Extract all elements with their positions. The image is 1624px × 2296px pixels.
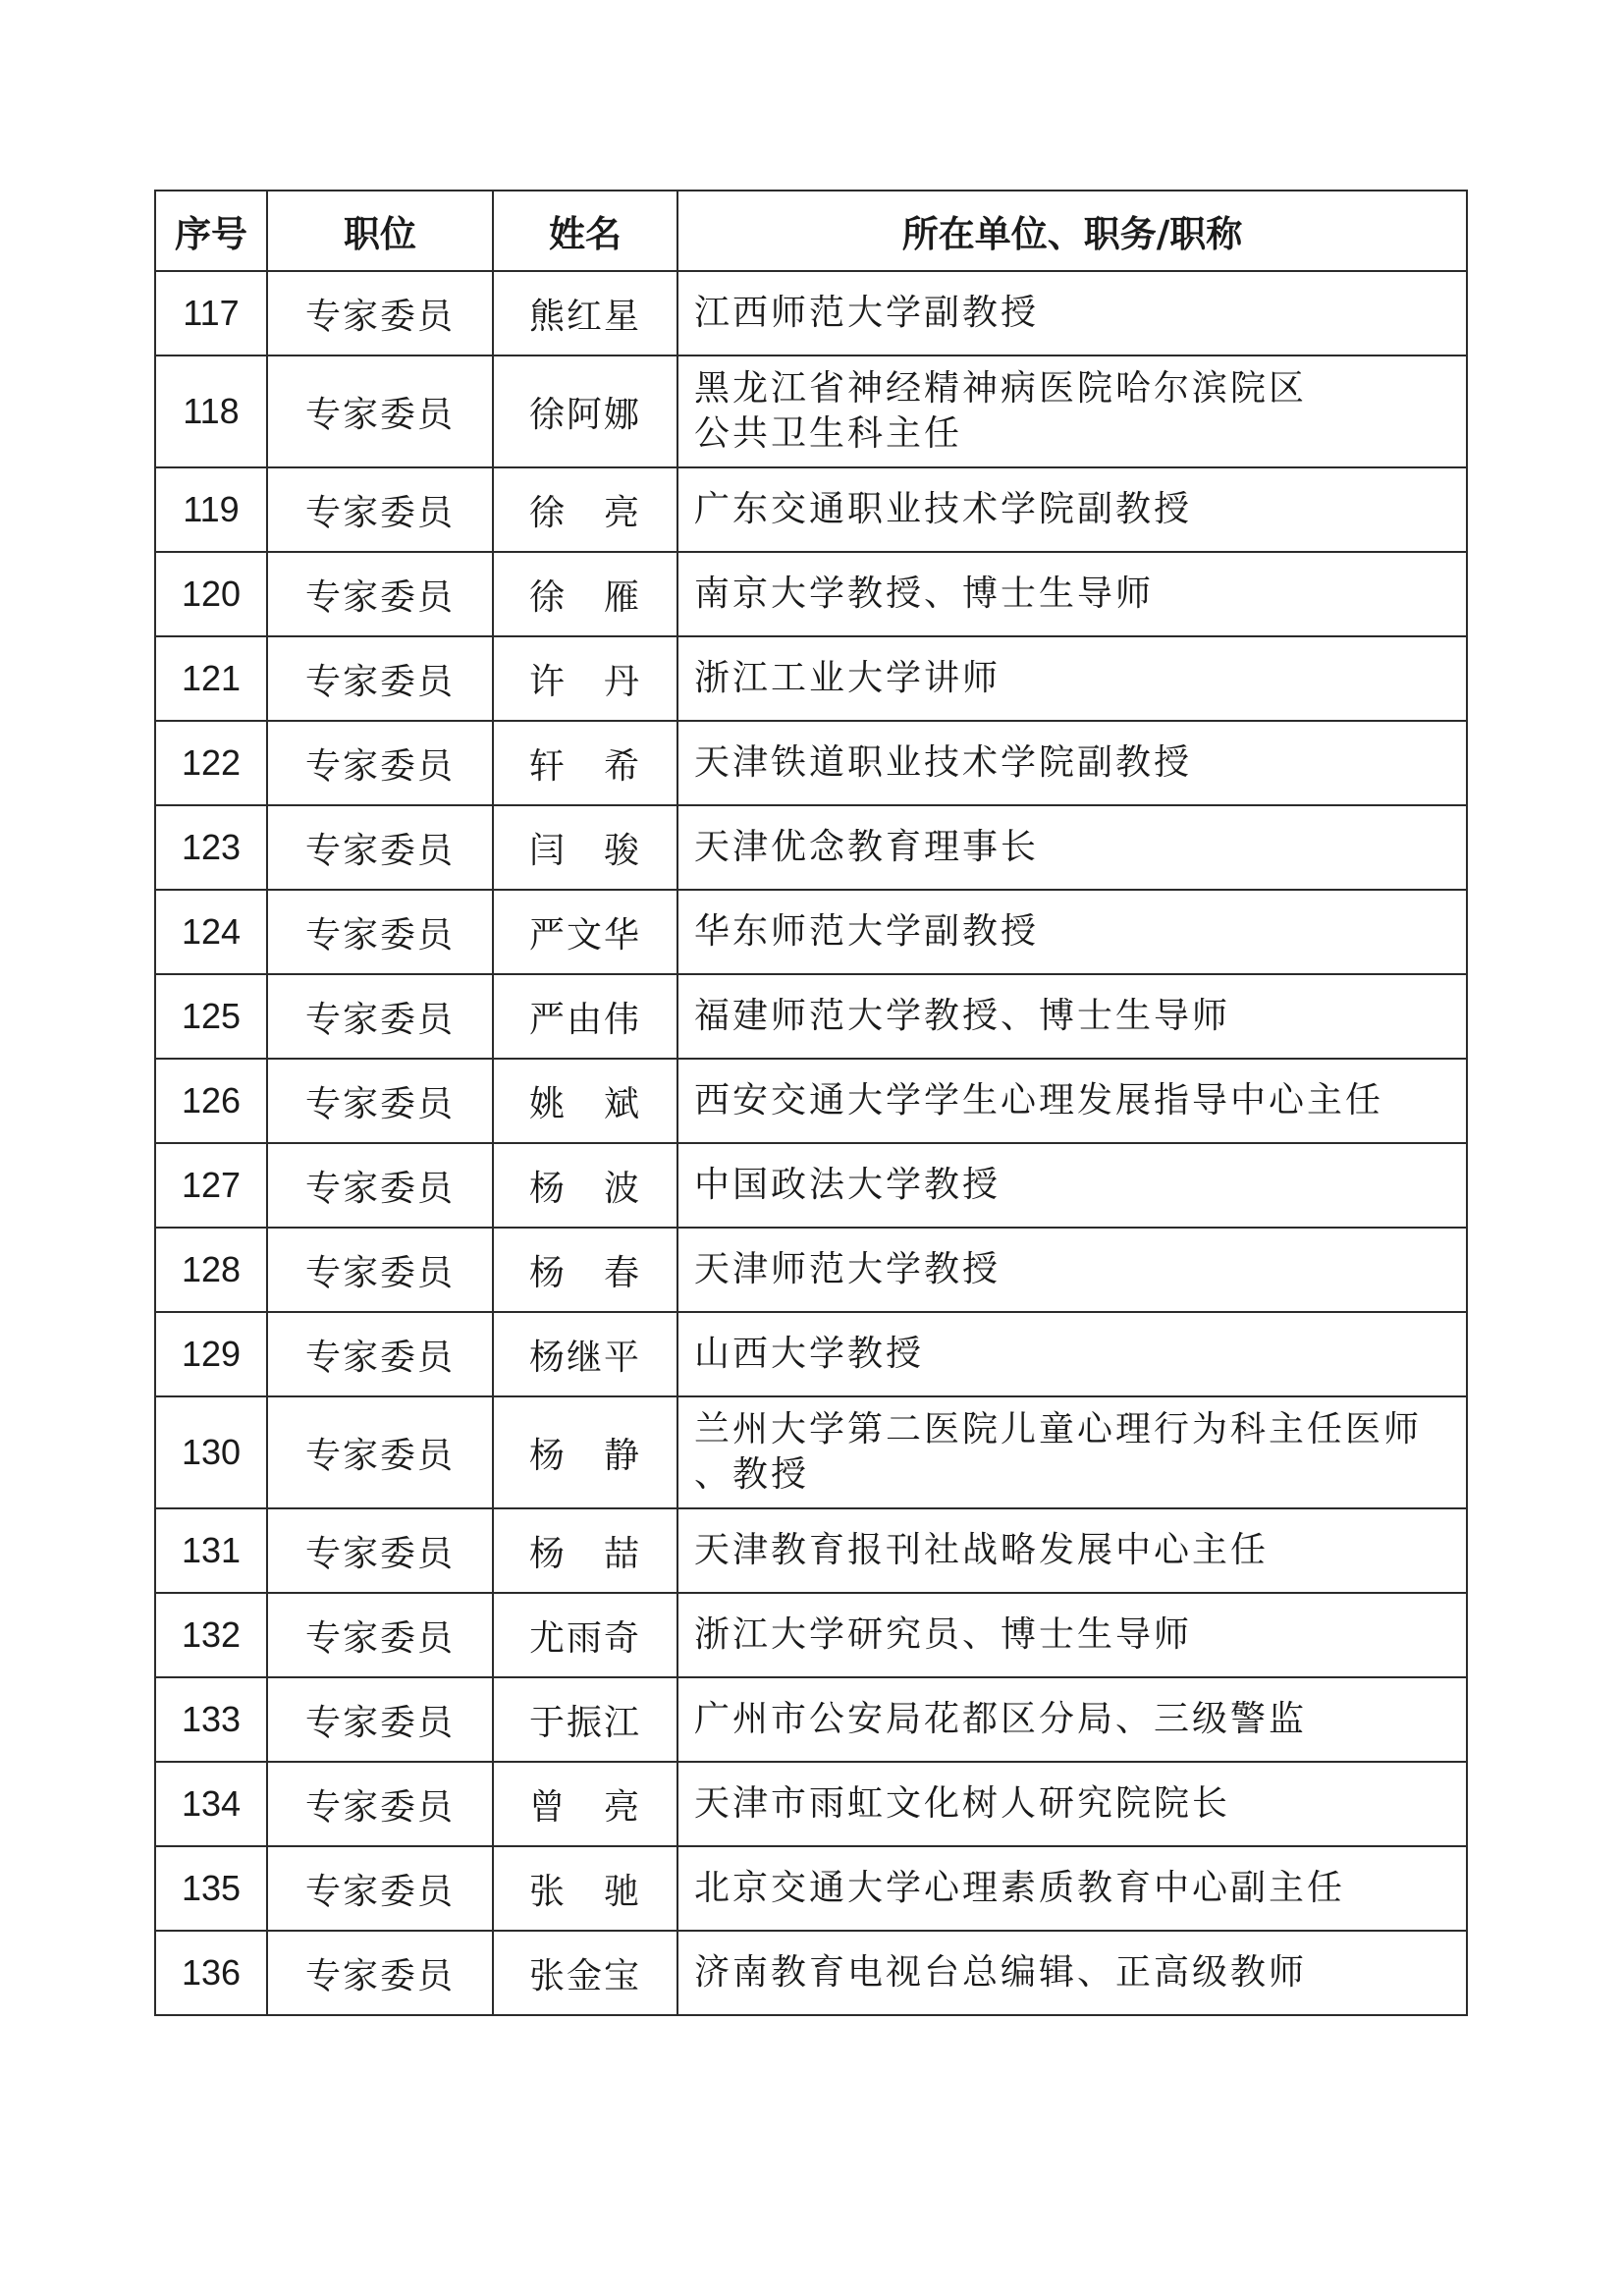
row-organization (677, 355, 1467, 467)
row-position: 专家委员 (267, 1931, 493, 2015)
organization-line: 广州市公安局花都区分局、三级警监 (694, 1699, 1308, 1739)
row-organization (677, 1593, 1467, 1677)
row-organization (677, 1846, 1467, 1931)
row-position: 专家委员 (267, 1677, 493, 1762)
organization-line: 西安交通大学学生心理发展指导中心主任 (694, 1080, 1384, 1121)
organization-line: 、教授 (694, 1454, 810, 1495)
row-position: 专家委员 (267, 1762, 493, 1846)
table-row (155, 974, 1467, 1059)
row-name: 闫 骏 (493, 805, 677, 890)
row-position: 专家委员 (267, 974, 493, 1059)
table-row (155, 721, 1467, 805)
row-name: 于振江 (493, 1677, 677, 1762)
organization-line: 浙江工业大学讲师 (694, 658, 1001, 698)
row-position: 专家委员 (267, 467, 493, 552)
row-name: 杨 波 (493, 1143, 677, 1228)
row-position: 专家委员 (267, 355, 493, 467)
row-name: 曾 亮 (493, 1762, 677, 1846)
row-name: 杨 静 (493, 1396, 677, 1508)
row-index: 133 (155, 1677, 267, 1762)
row-organization (677, 1228, 1467, 1312)
row-organization (677, 1931, 1467, 2015)
row-name: 徐 亮 (493, 467, 677, 552)
header-position: 职位 (267, 191, 493, 271)
organization-line: 浙江大学研究员、博士生导师 (694, 1614, 1193, 1655)
row-organization (677, 1396, 1467, 1508)
row-index: 125 (155, 974, 267, 1059)
organization-line: 天津铁道职业技术学院副教授 (694, 742, 1193, 783)
header-index: 序号 (155, 191, 267, 271)
table-row (155, 1508, 1467, 1593)
row-index: 134 (155, 1762, 267, 1846)
table-row (155, 1059, 1467, 1143)
row-position: 专家委员 (267, 1228, 493, 1312)
organization-line: 江西师范大学副教授 (694, 293, 1040, 333)
row-position: 专家委员 (267, 636, 493, 721)
organization-line: 山西大学教授 (694, 1334, 925, 1374)
row-name: 姚 斌 (493, 1059, 677, 1143)
row-index: 117 (155, 271, 267, 355)
row-position: 专家委员 (267, 1396, 493, 1508)
organization-line: 广东交通职业技术学院副教授 (694, 489, 1193, 529)
table-body (155, 271, 1467, 2015)
row-index: 120 (155, 552, 267, 636)
row-index: 126 (155, 1059, 267, 1143)
row-index: 135 (155, 1846, 267, 1931)
row-name: 张 驰 (493, 1846, 677, 1931)
table-row (155, 1677, 1467, 1762)
table-row (155, 271, 1467, 355)
row-index: 130 (155, 1396, 267, 1508)
row-name: 许 丹 (493, 636, 677, 721)
row-index: 127 (155, 1143, 267, 1228)
organization-line: 天津市雨虹文化树人研究院院长 (694, 1783, 1231, 1824)
table-row (155, 890, 1467, 974)
row-organization (677, 1143, 1467, 1228)
row-index: 123 (155, 805, 267, 890)
table-row (155, 1593, 1467, 1677)
row-position: 专家委员 (267, 1059, 493, 1143)
table-row (155, 636, 1467, 721)
row-index: 128 (155, 1228, 267, 1312)
organization-line: 福建师范大学教授、博士生导师 (694, 996, 1231, 1036)
row-index: 121 (155, 636, 267, 721)
row-position: 专家委员 (267, 890, 493, 974)
row-name: 轩 希 (493, 721, 677, 805)
row-name: 徐 雁 (493, 552, 677, 636)
row-organization (677, 805, 1467, 890)
row-position: 专家委员 (267, 271, 493, 355)
organization-line: 兰州大学第二医院儿童心理行为科主任医师 (694, 1409, 1423, 1449)
table-row (155, 1312, 1467, 1396)
header-name: 姓名 (493, 191, 677, 271)
table-row (155, 467, 1467, 552)
roster-table (154, 190, 1468, 2016)
row-position: 专家委员 (267, 1143, 493, 1228)
row-index: 124 (155, 890, 267, 974)
row-name: 杨 春 (493, 1228, 677, 1312)
row-position: 专家委员 (267, 1312, 493, 1396)
row-name: 严由伟 (493, 974, 677, 1059)
table-row (155, 1143, 1467, 1228)
row-index: 136 (155, 1931, 267, 2015)
row-name: 尤雨奇 (493, 1593, 677, 1677)
row-organization (677, 552, 1467, 636)
table-row (155, 805, 1467, 890)
table-row (155, 1931, 1467, 2015)
row-organization (677, 1677, 1467, 1762)
row-organization (677, 890, 1467, 974)
organization-line: 天津教育报刊社战略发展中心主任 (694, 1530, 1270, 1570)
organization-line: 北京交通大学心理素质教育中心副主任 (694, 1868, 1346, 1908)
row-organization (677, 271, 1467, 355)
row-name: 徐阿娜 (493, 355, 677, 467)
row-name: 熊红星 (493, 271, 677, 355)
organization-line: 南京大学教授、博士生导师 (694, 574, 1155, 614)
organization-line: 公共卫生科主任 (694, 413, 963, 454)
row-organization (677, 1762, 1467, 1846)
row-position: 专家委员 (267, 1593, 493, 1677)
row-organization (677, 636, 1467, 721)
row-organization (677, 1508, 1467, 1593)
table-row (155, 552, 1467, 636)
row-position: 专家委员 (267, 721, 493, 805)
organization-line: 天津优念教育理事长 (694, 827, 1040, 867)
row-name: 严文华 (493, 890, 677, 974)
row-index: 122 (155, 721, 267, 805)
row-name: 杨继平 (493, 1312, 677, 1396)
row-name: 杨 喆 (493, 1508, 677, 1593)
row-organization (677, 974, 1467, 1059)
row-position: 专家委员 (267, 552, 493, 636)
organization-line: 天津师范大学教授 (694, 1249, 1001, 1289)
organization-line: 华东师范大学副教授 (694, 911, 1040, 952)
row-index: 119 (155, 467, 267, 552)
organization-line: 中国政法大学教授 (694, 1165, 1001, 1205)
row-organization (677, 1312, 1467, 1396)
table-row (155, 1846, 1467, 1931)
table-row (155, 1228, 1467, 1312)
row-position: 专家委员 (267, 1508, 493, 1593)
row-organization (677, 1059, 1467, 1143)
row-index: 132 (155, 1593, 267, 1677)
header-organization: 所在单位、职务/职称 (677, 191, 1467, 271)
table-header-row (155, 191, 1467, 271)
table-row (155, 355, 1467, 467)
organization-line: 济南教育电视台总编辑、正高级教师 (694, 1952, 1308, 1993)
organization-line: 黑龙江省神经精神病医院哈尔滨院区 (694, 368, 1308, 409)
row-name: 张金宝 (493, 1931, 677, 2015)
row-organization (677, 467, 1467, 552)
row-organization (677, 721, 1467, 805)
table-row (155, 1762, 1467, 1846)
row-index: 118 (155, 355, 267, 467)
row-position: 专家委员 (267, 805, 493, 890)
row-index: 129 (155, 1312, 267, 1396)
row-position: 专家委员 (267, 1846, 493, 1931)
row-index: 131 (155, 1508, 267, 1593)
table-row (155, 1396, 1467, 1508)
